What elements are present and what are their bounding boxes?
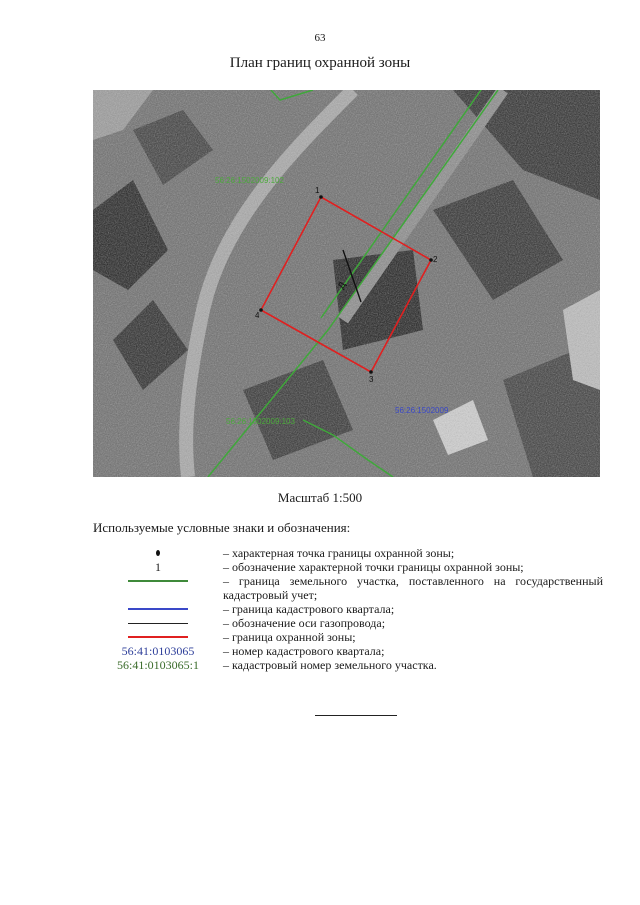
noise-texture: [93, 90, 600, 477]
legend: [93, 546, 603, 672]
point-label-2: 2: [433, 255, 438, 264]
parcel-number-label: 56:26:1502009:103: [226, 417, 295, 426]
map-canvas: [93, 90, 600, 477]
legend-row: [93, 630, 603, 644]
page-number: 63: [314, 32, 326, 44]
end-rule: [315, 715, 397, 716]
legend-description: – кадастровый номер земельного участка.: [223, 658, 437, 672]
point-label-4: 4: [255, 311, 260, 320]
point-marker-icon: [156, 550, 160, 556]
plan-title: План границ охранной зоны: [229, 55, 411, 71]
legend-description: – граница кадастрового квартала;: [223, 602, 395, 616]
zone-point: [369, 370, 373, 374]
legend-row: [93, 658, 603, 672]
pipeline-label: Д: [335, 280, 348, 291]
legend-symbol-text: 56:41:0103065: [121, 644, 195, 658]
legend-description: – характерная точка границы охранной зоны;: [223, 546, 455, 560]
legend-symbol-text: 1: [155, 560, 161, 574]
legend-row: [93, 616, 603, 630]
point-label-3: 3: [369, 375, 374, 384]
legend-description: – граница охранной зоны;: [223, 630, 356, 644]
zone-point: [319, 195, 323, 199]
zone-point: [259, 308, 263, 312]
black-line-icon: [128, 623, 188, 624]
legend-symbol-text: 56:41:0103065:1: [116, 658, 199, 672]
green-line-icon: [128, 580, 188, 582]
legend-description: – граница земельного участка, поставленного на государственный кадастровый учет;: [223, 574, 603, 602]
legend-description: – обозначение оси газопровода;: [223, 616, 386, 630]
legend-row: [93, 602, 603, 616]
legend-row: [93, 560, 603, 574]
quarter-number-label: 56:26:1502009: [395, 406, 449, 415]
legend-description: – обозначение характерной точки границы охранной зоны;: [223, 560, 524, 574]
red-line-icon: [128, 636, 188, 638]
satellite-map[interactable]: [93, 90, 600, 477]
parcel-number-label: 56:26:1502009:102: [215, 176, 284, 185]
legend-row: [93, 574, 603, 602]
legend-title: Используемые условные знаки и обозначения:: [93, 520, 351, 535]
legend-row: [93, 644, 603, 658]
blue-line-icon: [128, 608, 188, 610]
legend-description: – номер кадастрового квартала;: [223, 644, 385, 658]
map-scale: Масштаб 1:500: [277, 490, 363, 505]
point-label-1: 1: [315, 186, 320, 195]
legend-row: [93, 546, 603, 560]
